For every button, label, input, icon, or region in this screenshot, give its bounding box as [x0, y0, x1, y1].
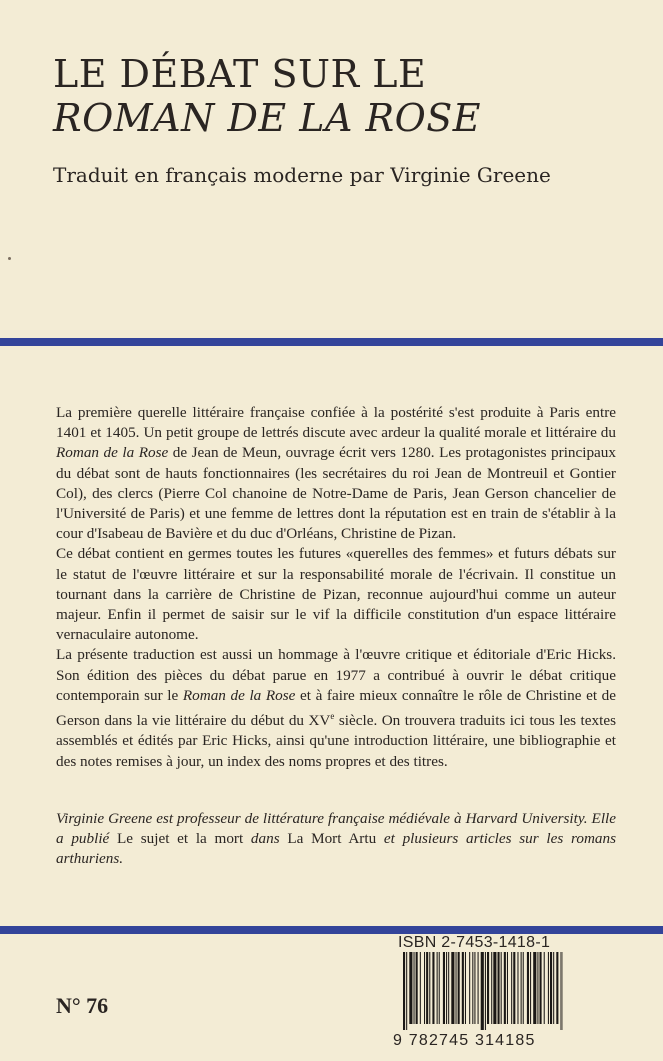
barcode-bar: [556, 952, 558, 1024]
barcode-bar: [414, 952, 415, 1024]
barcode-bar: [439, 952, 440, 1024]
barcode-bar: [550, 952, 552, 1024]
barcode-bar: [521, 952, 522, 1024]
barcode-bar: [498, 952, 500, 1024]
barcode-bar: [432, 952, 434, 1024]
barcode-bar: [530, 952, 531, 1024]
barcode-bar: [443, 952, 445, 1024]
barcode-bar: [469, 952, 470, 1024]
paragraph-2: Ce débat contient en germes toutes les futures «querelles des femmes» et futurs débats sur le statut de l'œuvre littéraire et sur la responsabilité morale de l'écrivain. Il constitue un tournant dans la carrière de Christine de Pizan, reconnue aujourd'hui comme un auteur majeur. Enfin il permet de saisir sur le vif la difficile constitution d'un espace littéraire vernaculaire autonome.: [56, 545, 616, 644]
barcode-bar: [540, 952, 542, 1024]
speck: [8, 257, 11, 260]
barcode-bar: [406, 952, 407, 1030]
barcode-bar: [409, 952, 412, 1024]
author-bio: Virginie Greene est professeur de littérature française médiévale à Harvard University. Elle a publié Le sujet et la mort dans La Mort Artu et plusieurs articles sur les romans arthuriens.: [56, 810, 617, 868]
barcode-bar: [504, 952, 506, 1024]
barcode-bar: [403, 952, 405, 1030]
ean-number: 9 782745 314185: [393, 1032, 536, 1049]
barcode-bar: [465, 952, 466, 1024]
barcode-bar: [517, 952, 518, 1024]
barcode-bar: [416, 952, 418, 1024]
barcode-bar: [507, 952, 508, 1024]
translator-subtitle: Traduit en français moderne par Virginie Greene: [53, 163, 551, 187]
isbn-label: ISBN 2-7453-1418-1: [398, 934, 551, 951]
barcode-bar: [501, 952, 502, 1024]
paragraph-3: La présente traduction est aussi un hommage à l'œuvre critique et éditoriale d'Eric Hicks. Son édition des pièces du débat parue en 1977 a contribué à ouvrir le débat critique contemporain sur le Roman de la Rose et à faire mieux connaître le rôle de Christine et de Gerson dans la vie littéraire du début du XVe siècle. On trouvera traduits ici tous les textes assemblés et édités par Eric Hicks, ainsi qu'une introduction littéraire, une bibliographie et des notes remises à jour, un index des noms propres et des titres.: [56, 646, 616, 770]
barcode-bar: [446, 952, 447, 1024]
paragraph-1: La première querelle littéraire française confiée à la postérité s'est produite à Paris entre 1401 et 1405. Un petit groupe de lettrés discute avec ardeur la qualité morale et littéraire du Roman de la Rose de Jean de Meun, ouvrage écrit vers 1280. Les protagonistes principaux du débat sont de hauts fonctionnaires (les secrétaires du roi Jean de Montreuil et Gontier Col), des clercs (Pierre Col chanoine de Notre-Dame de Paris, Jean Gerson chancelier de l'Université de Paris) et une femme de lettres dont la réputation est en train de s'établir à la cour d'Isabeau de Bavière et du duc d'Orléans, Christine de Pizan.: [56, 404, 616, 543]
barcode-bar: [493, 952, 496, 1024]
barcode-bar: [456, 952, 457, 1024]
barcode-bar: [424, 952, 425, 1024]
barcode-bar: [448, 952, 449, 1024]
barcode-bar: [511, 952, 512, 1024]
title-line-2: ROMAN DE LA ROSE: [53, 96, 482, 140]
barcode-bar: [451, 952, 454, 1024]
barcode-bar: [485, 952, 486, 1030]
barcode-bar: [544, 952, 545, 1024]
barcode-bar: [548, 952, 549, 1024]
barcode-bar: [561, 952, 562, 1030]
barcode-bar: [426, 952, 428, 1024]
barcode-bar: [513, 952, 515, 1024]
title-line-1: LE DÉBAT SUR LE: [53, 52, 427, 96]
barcode-bar: [487, 952, 489, 1024]
barcode-bar: [533, 952, 536, 1024]
series-number: N° 76: [56, 993, 109, 1018]
barcode-bar: [420, 952, 421, 1024]
barcode-bar: [462, 952, 464, 1024]
book-title: [53, 52, 481, 140]
barcode-bar: [472, 952, 473, 1024]
top-divider: [0, 338, 663, 346]
bottom-divider: [0, 926, 663, 934]
barcode-bar: [491, 952, 492, 1024]
barcode-bar: [527, 952, 529, 1024]
blurb: [56, 403, 616, 772]
barcode: [403, 952, 563, 1030]
barcode-bar: [429, 952, 430, 1024]
barcode-bar: [481, 952, 484, 1030]
barcode-bar: [458, 952, 460, 1024]
barcode-bar: [553, 952, 554, 1024]
barcode-bar: [537, 952, 538, 1024]
barcode-bar: [523, 952, 524, 1024]
barcode-bar: [478, 952, 479, 1024]
barcode-bar: [474, 952, 475, 1024]
barcode-bar: [437, 952, 438, 1024]
